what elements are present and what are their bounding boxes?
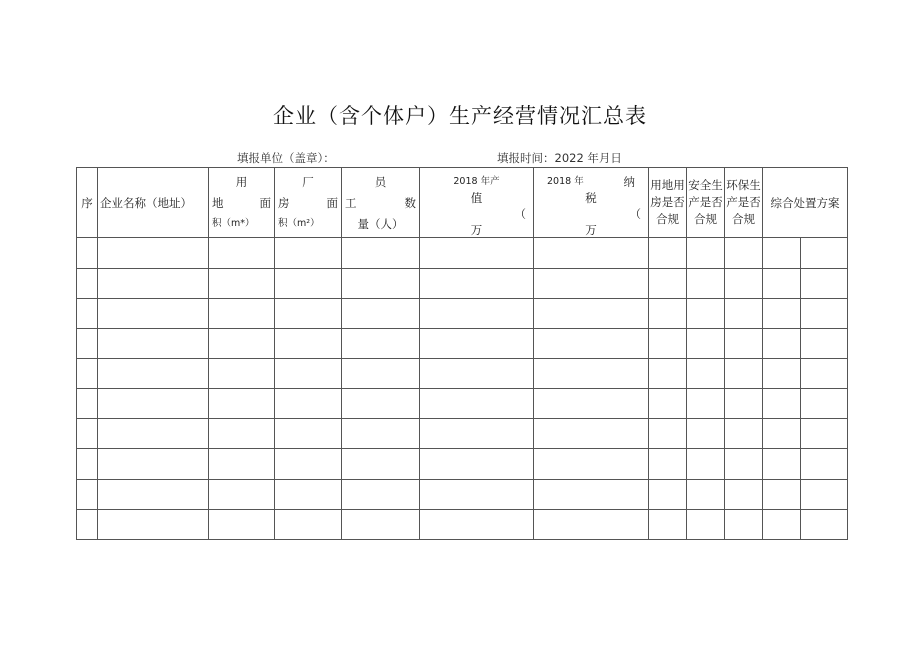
- table-cell[interactable]: [209, 419, 275, 449]
- table-cell[interactable]: [801, 479, 848, 509]
- table-cell[interactable]: [725, 238, 763, 268]
- table-cell[interactable]: [420, 449, 534, 479]
- table-cell[interactable]: [534, 268, 649, 298]
- header-tax-line4: 万: [585, 222, 597, 237]
- table-cell[interactable]: [725, 359, 763, 389]
- table-cell[interactable]: [77, 359, 98, 389]
- header-plant-area-line1: 厂: [302, 174, 314, 189]
- table-cell[interactable]: [725, 389, 763, 419]
- header-tax-line1a: 2018 年: [547, 175, 584, 187]
- table-cell[interactable]: [687, 328, 725, 358]
- table-cell[interactable]: [420, 479, 534, 509]
- table-row: [77, 238, 848, 268]
- table-cell[interactable]: [209, 238, 275, 268]
- table-cell[interactable]: [534, 389, 649, 419]
- table-cell[interactable]: [801, 268, 848, 298]
- table-row: [77, 328, 848, 358]
- table-cell[interactable]: [275, 449, 342, 479]
- table-cell[interactable]: [687, 359, 725, 389]
- table-cell[interactable]: [77, 449, 98, 479]
- table-cell[interactable]: [209, 328, 275, 358]
- table-cell[interactable]: [342, 449, 420, 479]
- table-cell[interactable]: [77, 509, 98, 539]
- header-land-area-line2a: 地: [212, 195, 224, 210]
- table-cell[interactable]: [763, 298, 801, 328]
- table-cell[interactable]: [209, 359, 275, 389]
- table-cell[interactable]: [209, 298, 275, 328]
- table-cell[interactable]: [763, 268, 801, 298]
- header-output-value: [420, 168, 534, 238]
- header-plant-area-line2a: 房: [278, 195, 290, 210]
- header-env-compliance-line1: 环保生: [726, 178, 761, 193]
- table-cell[interactable]: [687, 509, 725, 539]
- table-cell[interactable]: [275, 268, 342, 298]
- table-cell[interactable]: [209, 268, 275, 298]
- header-land-compliance: [649, 168, 687, 238]
- table-cell[interactable]: [209, 509, 275, 539]
- table-row: [77, 479, 848, 509]
- table-cell[interactable]: [763, 389, 801, 419]
- table-cell[interactable]: [534, 419, 649, 449]
- table-row: [77, 389, 848, 419]
- table-cell[interactable]: [763, 419, 801, 449]
- table-cell[interactable]: [275, 298, 342, 328]
- table-cell[interactable]: [420, 509, 534, 539]
- table-cell[interactable]: [342, 509, 420, 539]
- table-cell[interactable]: [649, 238, 687, 268]
- table-cell[interactable]: [687, 298, 725, 328]
- table-row: [77, 509, 848, 539]
- table-cell[interactable]: [687, 419, 725, 449]
- table-cell[interactable]: [687, 449, 725, 479]
- table-cell[interactable]: [77, 298, 98, 328]
- table-cell[interactable]: [275, 389, 342, 419]
- table-cell[interactable]: [763, 238, 801, 268]
- table-cell[interactable]: [77, 419, 98, 449]
- header-output-line4: 万: [470, 222, 483, 237]
- table-cell[interactable]: [420, 238, 534, 268]
- table-cell[interactable]: [420, 298, 534, 328]
- table-cell[interactable]: [687, 479, 725, 509]
- table-cell[interactable]: [420, 359, 534, 389]
- table-cell[interactable]: [275, 359, 342, 389]
- table-cell[interactable]: [342, 389, 420, 419]
- table-cell[interactable]: [649, 268, 687, 298]
- header-env-compliance-line3: 合规: [732, 212, 755, 227]
- table-cell[interactable]: [687, 389, 725, 419]
- table-cell[interactable]: [534, 298, 649, 328]
- table-cell[interactable]: [342, 298, 420, 328]
- table-cell[interactable]: [649, 359, 687, 389]
- header-land-area: [209, 168, 275, 238]
- table-cell[interactable]: [342, 419, 420, 449]
- header-seq: 序: [77, 168, 98, 238]
- header-plant-area-line3: 积（m²）: [278, 217, 320, 229]
- table-cell[interactable]: [725, 328, 763, 358]
- table-cell[interactable]: [342, 359, 420, 389]
- table-row: [77, 419, 848, 449]
- table-cell[interactable]: [77, 268, 98, 298]
- table-cell[interactable]: [649, 419, 687, 449]
- table-cell[interactable]: [687, 238, 725, 268]
- header-land-compliance-line3: 合规: [656, 212, 679, 227]
- header-plant-area: [275, 168, 342, 238]
- table-cell[interactable]: [98, 359, 209, 389]
- header-tax-line3: （: [629, 206, 641, 221]
- fill-unit-label: 填报单位（盖章）：: [237, 151, 335, 165]
- table-cell[interactable]: [98, 298, 209, 328]
- table-cell[interactable]: [98, 419, 209, 449]
- table-cell[interactable]: [77, 389, 98, 419]
- table-cell[interactable]: [649, 479, 687, 509]
- header-staff-count-line2b: 数: [404, 195, 416, 210]
- table-cell[interactable]: [420, 419, 534, 449]
- header-output-line2: 值: [470, 190, 483, 205]
- table-cell[interactable]: [725, 268, 763, 298]
- fill-time-label: 填报时间：2022 年月日: [497, 151, 622, 165]
- table-cell[interactable]: [649, 328, 687, 358]
- table-cell[interactable]: [649, 389, 687, 419]
- table-row: [77, 359, 848, 389]
- table-cell[interactable]: [342, 328, 420, 358]
- header-tax-line2: 税: [585, 190, 597, 205]
- table-cell[interactable]: [649, 298, 687, 328]
- table-cell[interactable]: [209, 449, 275, 479]
- header-output-line1: 2018 年产: [453, 175, 500, 187]
- header-land-area-line2b: 面: [259, 195, 271, 210]
- table-cell[interactable]: [209, 479, 275, 509]
- table-cell[interactable]: [275, 419, 342, 449]
- table-cell[interactable]: [725, 479, 763, 509]
- header-staff-count-line3: 量（人）: [357, 216, 404, 231]
- header-safety-compliance-line3: 合规: [694, 212, 717, 227]
- header-staff-count-line1: 员: [374, 174, 387, 189]
- table-cell[interactable]: [801, 238, 848, 268]
- table-cell[interactable]: [534, 328, 649, 358]
- table-cell[interactable]: [275, 479, 342, 509]
- header-tax: [534, 168, 649, 238]
- table-cell[interactable]: [98, 479, 209, 509]
- table-cell[interactable]: [534, 238, 649, 268]
- table-cell[interactable]: [763, 449, 801, 479]
- header-land-area-line1: 用: [235, 174, 248, 189]
- header-company-name: 企业名称（地址）: [98, 168, 209, 238]
- table-cell[interactable]: [801, 419, 848, 449]
- table-cell[interactable]: [725, 449, 763, 479]
- header-env-compliance-line2: 产是否: [726, 195, 761, 210]
- table-cell[interactable]: [801, 509, 848, 539]
- header-land-compliance-line1: 用地用: [650, 178, 685, 193]
- header-row: [77, 168, 848, 238]
- table-cell[interactable]: [534, 359, 649, 389]
- table-cell[interactable]: [649, 509, 687, 539]
- table-cell[interactable]: [342, 268, 420, 298]
- header-env-compliance: [725, 168, 763, 238]
- table-cell[interactable]: [77, 328, 98, 358]
- table-cell[interactable]: [209, 389, 275, 419]
- table-cell[interactable]: [98, 268, 209, 298]
- table-cell[interactable]: [725, 419, 763, 449]
- header-safety-compliance-line1: 安全生: [688, 178, 723, 193]
- table-cell[interactable]: [98, 328, 209, 358]
- table-cell[interactable]: [275, 238, 342, 268]
- table-cell[interactable]: [420, 328, 534, 358]
- table-cell[interactable]: [534, 449, 649, 479]
- table-cell[interactable]: [420, 389, 534, 419]
- header-safety-compliance: [687, 168, 725, 238]
- header-comprehensive-plan: 综合处置方案: [763, 168, 848, 238]
- table-cell[interactable]: [725, 509, 763, 539]
- table-cell[interactable]: [534, 509, 649, 539]
- table-cell[interactable]: [275, 328, 342, 358]
- table-cell[interactable]: [342, 479, 420, 509]
- table-cell[interactable]: [534, 479, 649, 509]
- table-cell[interactable]: [687, 268, 725, 298]
- table-cell[interactable]: [420, 268, 534, 298]
- table-cell[interactable]: [98, 449, 209, 479]
- table-cell[interactable]: [763, 359, 801, 389]
- table-cell[interactable]: [763, 509, 801, 539]
- header-output-line3: （: [514, 206, 526, 221]
- header-tax-line1b: 纳: [623, 174, 635, 189]
- table-cell[interactable]: [801, 298, 848, 328]
- header-plant-area-line2b: 面: [326, 195, 338, 210]
- table-cell[interactable]: [77, 238, 98, 268]
- table-cell[interactable]: [649, 449, 687, 479]
- table-cell[interactable]: [801, 449, 848, 479]
- table-row: [77, 449, 848, 479]
- table-cell[interactable]: [801, 328, 848, 358]
- header-safety-compliance-line2: 产是否: [688, 195, 723, 210]
- table-cell[interactable]: [98, 509, 209, 539]
- table-cell[interactable]: [725, 298, 763, 328]
- table-cell[interactable]: [98, 389, 209, 419]
- header-land-area-line3: 积（m*）: [212, 217, 255, 229]
- table-cell[interactable]: [77, 479, 98, 509]
- table-cell[interactable]: [801, 359, 848, 389]
- table-cell[interactable]: [275, 509, 342, 539]
- table-cell[interactable]: [342, 238, 420, 268]
- page-title: 企业（含个体户）生产经营情况汇总表: [273, 104, 647, 128]
- header-land-compliance-line2: 房是否: [650, 195, 685, 210]
- table-cell[interactable]: [763, 479, 801, 509]
- header-staff-count-line2a: 工: [345, 195, 357, 210]
- table-cell[interactable]: [801, 389, 848, 419]
- summary-table: [76, 167, 848, 540]
- table-cell[interactable]: [98, 238, 209, 268]
- table-row: [77, 298, 848, 328]
- header-staff-count: [342, 168, 420, 238]
- table-cell[interactable]: [763, 328, 801, 358]
- table-row: [77, 268, 848, 298]
